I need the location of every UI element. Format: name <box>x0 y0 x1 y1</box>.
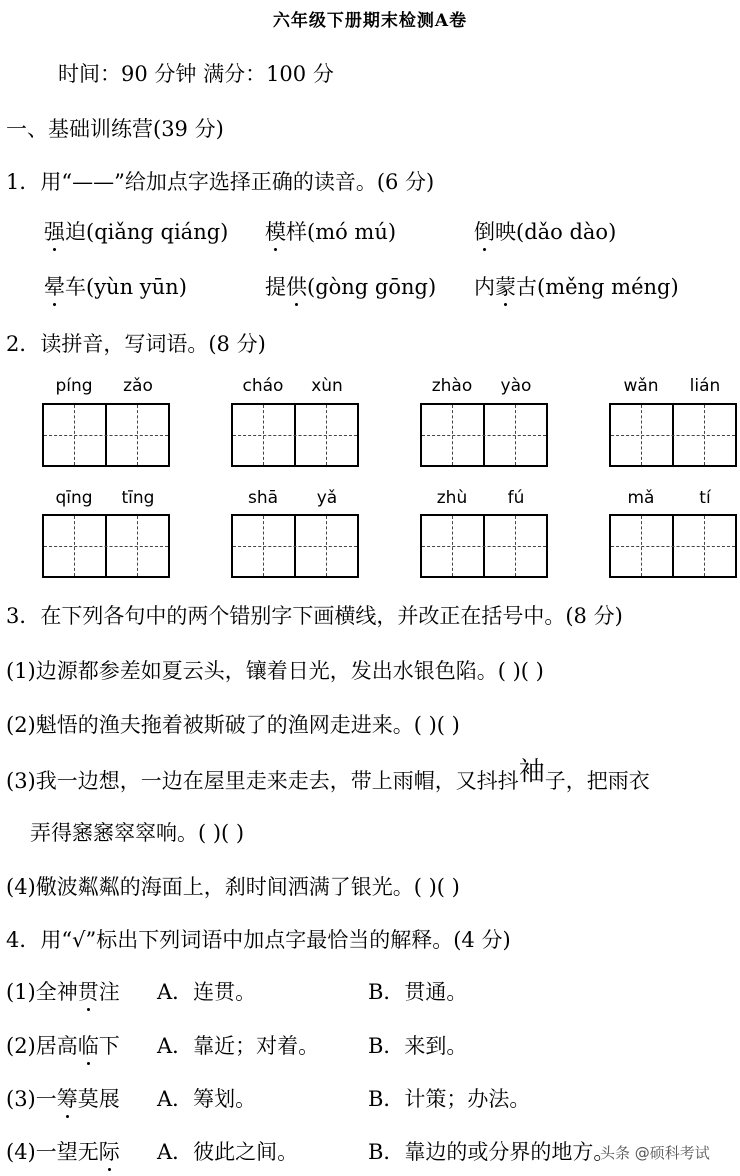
q4-option-b: B．计策；办法。 <box>368 1087 531 1111</box>
writing-grid[interactable] <box>42 514 170 578</box>
watermark: 头条 @硕科考试 <box>600 1144 710 1162</box>
pinyin-syllable: lián <box>689 376 721 396</box>
pinyin-syllable: mǎ <box>627 488 655 508</box>
pinyin-syllable: píng <box>55 376 93 396</box>
q3-stem: 3．在下列各句中的两个错别字下画横线，并改正在括号中。(8 分) <box>6 604 623 628</box>
q4-stem: 4．用“√”标出下列词语中加点字最恰当的解释。(4 分) <box>6 928 511 952</box>
pinyin-syllable: zǎo <box>123 376 153 396</box>
q4-item: (3)一筹莫展 <box>6 1087 120 1111</box>
pinyin-syllable: zhào <box>431 376 473 396</box>
pinyin-syllable: qīng <box>55 488 93 508</box>
q1-item: 模样(mó mú) <box>265 220 397 244</box>
q4-option-a: A．筹划。 <box>157 1087 257 1111</box>
pinyin-syllable: wǎn <box>623 376 659 396</box>
pinyin-syllable: xùn <box>311 376 343 396</box>
q4-option-a: A．连贯。 <box>157 980 257 1004</box>
q3-sentence: (4)儆波粼粼的海面上，刹时间洒满了银光。( )( ) <box>6 875 460 899</box>
q4-item: (2)居高临下 <box>6 1034 120 1058</box>
pinyin-syllable: tīng <box>121 488 155 508</box>
pinyin-syllable: yǎ <box>316 488 338 508</box>
pinyin-syllable: fú <box>507 488 525 508</box>
q3-sentence-cont: 弄得窸窸窣窣响。( )( ) <box>30 821 245 845</box>
q1-item: 晕车(yùn yūn) <box>44 275 187 299</box>
writing-grid[interactable] <box>420 403 548 467</box>
writing-grid[interactable] <box>231 514 359 578</box>
writing-grid[interactable] <box>609 514 737 578</box>
pinyin-syllable: yào <box>500 376 532 396</box>
q2-stem: 2．读拼音，写词语。(8 分) <box>6 332 266 356</box>
q3-sentence: (1)边源都参差如夏云头，镶着日光，发出水银色陷。( )( ) <box>6 659 544 683</box>
pinyin-syllable: tí <box>699 488 711 508</box>
q4-item: (4)一望无际 <box>6 1140 120 1164</box>
q3-sentence: (2)魁悟的渔夫拖着被斯破了的渔网走进来。( )( ) <box>6 713 460 737</box>
q4-option-b: B．来到。 <box>368 1034 468 1058</box>
q3-sentence: (3)我一边想，一边在屋里走来走去，带上雨帽，又抖抖袖子，把雨衣 <box>6 757 650 793</box>
pinyin-syllable: zhù <box>436 488 468 508</box>
q1-item: 提供(gòng gōng) <box>265 275 437 299</box>
pinyin-syllable: shā <box>247 488 279 508</box>
q4-option-b: B．贯通。 <box>368 980 468 1004</box>
writing-grid[interactable] <box>231 403 359 467</box>
page-title: 六年级下册期末检测A卷 <box>272 11 468 31</box>
q4-option-a: A．靠近；对着。 <box>157 1034 320 1058</box>
time-score-line: 时间：90 分钟 满分：100 分 <box>58 62 334 86</box>
writing-grid[interactable] <box>42 403 170 467</box>
q4-item: (1)全神贯注 <box>6 980 120 1004</box>
q1-stem: 1．用“——”给加点字选择正确的读音。(6 分) <box>6 170 435 194</box>
q1-item: 内蒙古(měng méng) <box>474 275 679 299</box>
q1-item: 强迫(qiǎng qiáng) <box>44 220 229 244</box>
section-heading: 一、基础训练营(39 分) <box>6 117 224 141</box>
q4-option-a: A．彼此之间。 <box>157 1140 299 1164</box>
pinyin-syllable: cháo <box>242 376 284 396</box>
q4-option-b: B．靠边的或分界的地方。 <box>368 1140 615 1164</box>
q1-item: 倒映(dǎo dào) <box>474 220 617 244</box>
writing-grid[interactable] <box>609 403 737 467</box>
writing-grid[interactable] <box>420 514 548 578</box>
